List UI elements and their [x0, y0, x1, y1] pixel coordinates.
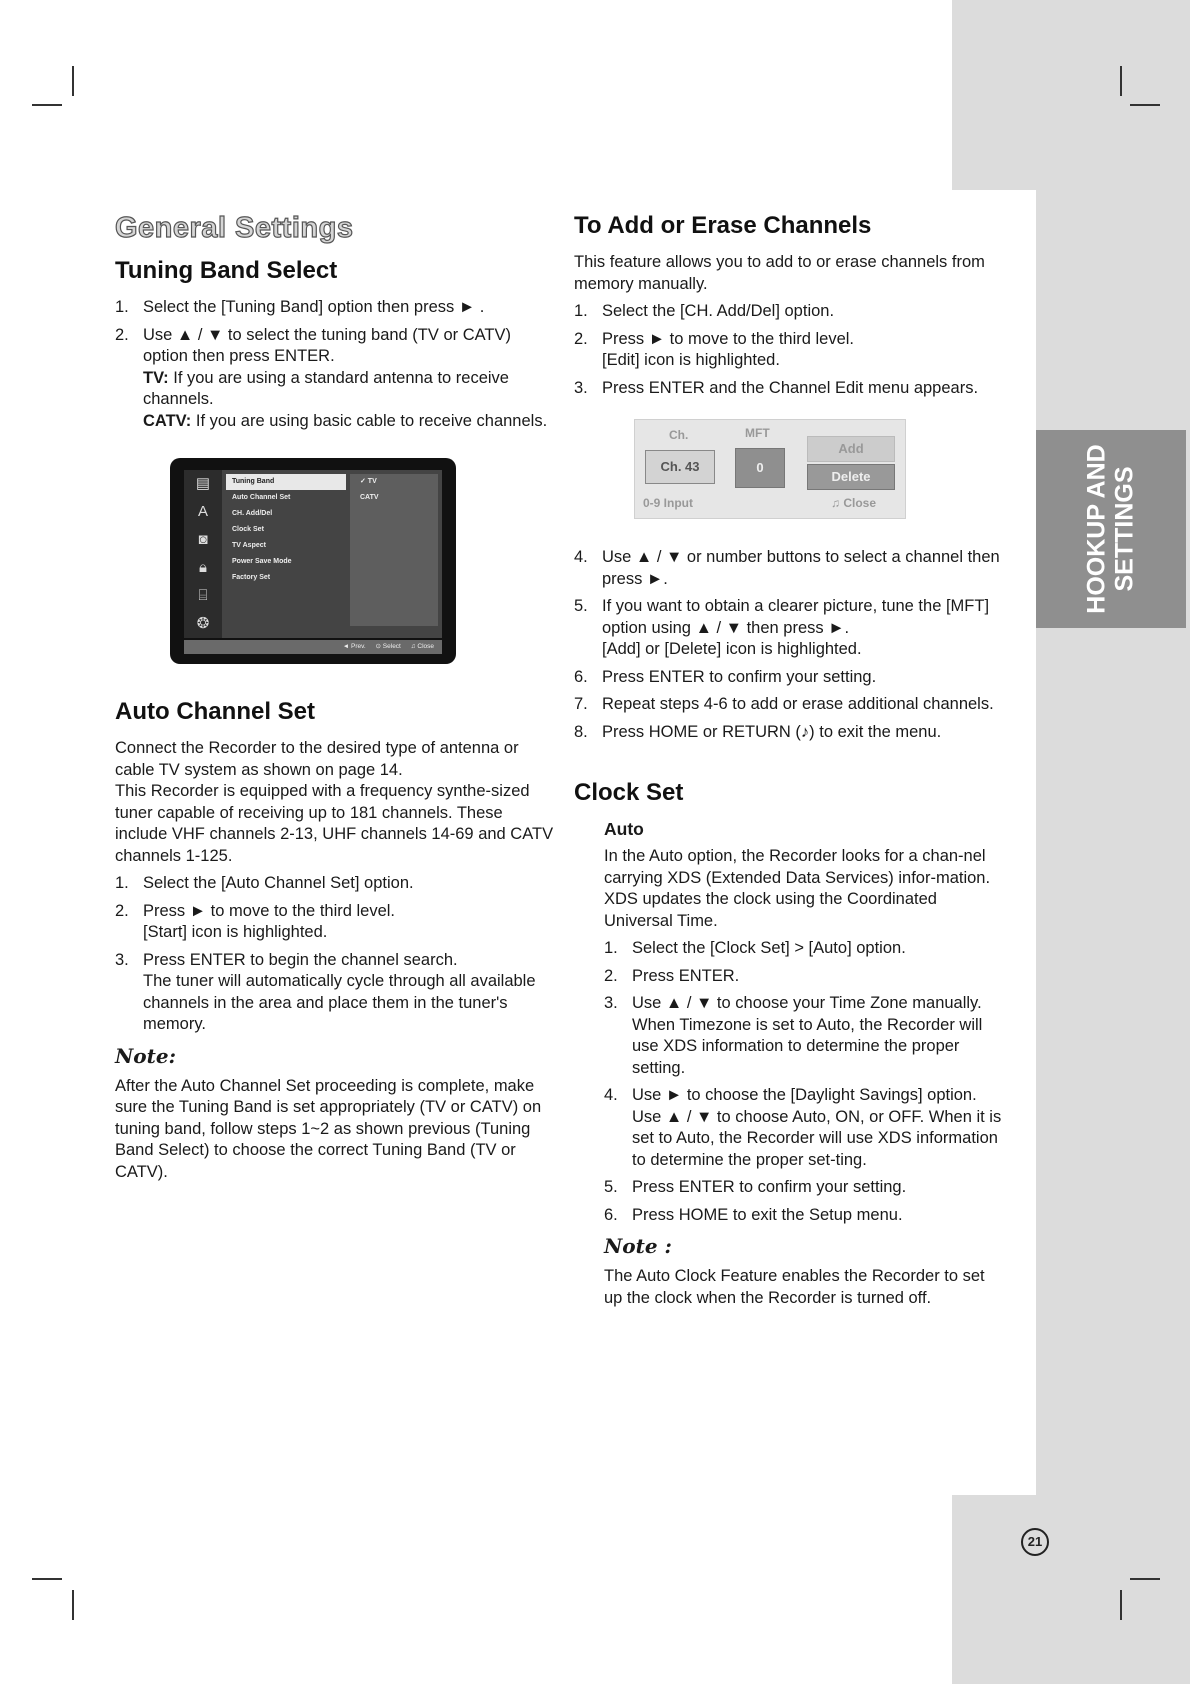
- footer-close: ♫ Close: [410, 643, 434, 650]
- step-text: Press ENTER and the Channel Edit menu appears.: [602, 378, 979, 397]
- crop-mark: [72, 1590, 74, 1620]
- note-label: Note:: [115, 1043, 176, 1068]
- note-label: Note :: [604, 1234, 672, 1258]
- list-item: 6. Press ENTER to confirm your setting.: [574, 667, 877, 686]
- list-item: 2. Use ▲ / ▼ to select the tuning band (TV or CATV) option then press ENTER. TV: If you are using a standard antenna to receive channels. CATV: If you are using basic cable to receive channels.: [115, 325, 555, 433]
- tv-text: If you are using a standard antenna to receive channels.: [143, 368, 509, 408]
- step-text: Press ► to move to the third level.: [602, 329, 855, 348]
- step-text: [Add] or [Delete] icon is highlighted.: [602, 640, 862, 658]
- list-item: 2. Press ► to move to the third level. [Start] icon is highlighted.: [115, 901, 555, 944]
- left-column: [115, 212, 555, 1189]
- menu-item-auto-channel: Auto Channel Set: [232, 494, 291, 501]
- section-tab: [1036, 430, 1186, 628]
- catv-label: CATV:: [143, 411, 192, 430]
- delete-button: Delete: [807, 464, 895, 490]
- language-icon: A: [197, 503, 208, 520]
- paragraph: In the Auto option, the Recorder looks for a chan-nel carrying XDS (Extended Data Services) infor-mation. XDS updates the clock using the Coordinated Universal Time.: [604, 847, 991, 930]
- add-erase-heading: To Add or Erase Channels: [574, 212, 872, 239]
- setup-menu-screenshot: [170, 458, 456, 664]
- section-tab-line1: HOOKUP AND: [1083, 444, 1111, 614]
- list-item: 3. Press ENTER and the Channel Edit menu appears.: [574, 378, 979, 397]
- step-text: Press HOME or RETURN (♪) to exit the menu.: [602, 722, 942, 741]
- list-item: 3. Press ENTER to begin the channel search. The tuner will automatically cycle through all available channels in the area and place them in the tuner's memory.: [115, 950, 555, 1036]
- menu-item-factory-set: Factory Set: [232, 574, 271, 581]
- add-erase-steps-b: [574, 547, 1004, 743]
- list-item: 1. Select the [Tuning Band] option then press ► .: [115, 298, 485, 316]
- step-text: Repeat steps 4-6 to add or erase additional channels.: [602, 695, 994, 713]
- clock-set-heading: Clock Set: [574, 779, 684, 806]
- crop-mark: [1130, 1578, 1160, 1580]
- list-item: 1. Select the [CH. Add/Del] option.: [574, 302, 835, 320]
- footer-select: ⊙ Select: [375, 643, 401, 650]
- section-tab-line2: SETTINGS: [1111, 466, 1139, 592]
- step-text: [Edit] icon is highlighted.: [602, 351, 780, 369]
- auto-subheading: Auto: [604, 819, 644, 839]
- auto-channel-steps: [115, 873, 555, 1036]
- menu-footer: [184, 640, 442, 654]
- paragraph: Connect the Recorder to the desired type of antenna or cable TV system as shown on page 14.: [115, 739, 519, 779]
- lock-icon: 🔒︎: [199, 559, 207, 576]
- mft-label: MFT: [745, 426, 770, 440]
- list-item: 8. Press HOME or RETURN (♪) to exit the menu.: [574, 722, 942, 741]
- footer-prev: ◄ Prev.: [342, 643, 366, 650]
- other-icon: ❂: [196, 615, 210, 632]
- channel-edit-menu-screenshot: [634, 419, 906, 519]
- note-text: After the Auto Channel Set proceeding is complete, make sure the Tuning Band is set appropriately (TV or CATV) on tuning band, follow steps 1~2 as shown previous (Tuning Band Select) to choose the correct Tuning Band (TV or CATV).: [115, 1076, 542, 1181]
- ch-label: Ch.: [669, 428, 689, 442]
- list-item: 5. If you want to obtain a clearer picture, tune the [MFT] option using ▲ / ▼ then press ►. [Add] or [Delete] icon is highlighted.: [574, 596, 1004, 661]
- crop-mark: [1130, 104, 1160, 106]
- list-item: 6. Press HOME to exit the Setup menu.: [604, 1205, 903, 1224]
- ch-value: Ch. 43: [645, 450, 715, 484]
- close-hint: ♫ Close: [831, 496, 877, 510]
- list-item: 3. Use ▲ / ▼ to choose your Time Zone manually. When Timezone is set to Auto, the Recorder will use XDS information to determine the proper setting.: [604, 994, 983, 1077]
- step-text: Select the [Clock Set] > [Auto] option.: [632, 939, 906, 957]
- step-text: Press ENTER to confirm your setting.: [602, 667, 877, 686]
- crop-mark: [32, 1578, 62, 1580]
- step-text: Use ▲ / ▼ to choose your Time Zone manually. When Timezone is set to Auto, the Recorder will use XDS information to determine the proper setting.: [632, 994, 983, 1077]
- menu-item-tv-aspect: TV Aspect: [232, 542, 266, 549]
- step-text: Press ► to move to the third level.: [143, 901, 396, 920]
- step-text: The tuner will automatically cycle through all available channels in the area and place them in the tuner's memory.: [143, 972, 536, 1033]
- step-text: Use ▲ / ▼ to choose Auto, ON, or OFF. When it is set to Auto, the Recorder will use XDS information to determine the proper set-ting.: [632, 1107, 1002, 1169]
- option-list: [350, 474, 438, 626]
- menu-item-tuning-band: Tuning Band: [226, 474, 346, 490]
- step-text: [Start] icon is highlighted.: [143, 923, 328, 941]
- add-button: Add: [807, 436, 895, 462]
- menu-item-power-save: Power Save Mode: [232, 558, 292, 565]
- list-item: 5. Press ENTER to confirm your setting.: [604, 1178, 907, 1196]
- step-text: Select the [Tuning Band] option then press ► .: [143, 298, 485, 316]
- step-text: Press ENTER.: [632, 966, 740, 985]
- catv-text: If you are using basic cable to receive channels.: [191, 411, 548, 430]
- menu-item-ch-add-del: CH. Add/Del: [232, 510, 273, 517]
- mft-value: 0: [735, 448, 785, 488]
- right-column: [574, 212, 1004, 1315]
- list-item: 4. Use ► to choose the [Daylight Savings] option. Use ▲ / ▼ to choose Auto, ON, or OFF. When it is set to Auto, the Recorder will use XDS information to determine the proper set-ting.: [604, 1085, 1004, 1171]
- clock-steps: [604, 938, 1004, 1226]
- option-catv: CATV: [360, 494, 379, 501]
- list-item: 1. Select the [Auto Channel Set] option.: [115, 874, 414, 892]
- crop-mark: [1120, 1590, 1122, 1620]
- list-item: 2. Press ENTER.: [604, 966, 740, 985]
- paragraph: This Recorder is equipped with a frequency synthe-sized tuner capable of receiving up to 181 channels. These include VHF channels 2-13, UHF channels 14-69 and CATV channels 1-125.: [115, 782, 554, 865]
- step-text: Use ▲ / ▼ or number buttons to select a channel then press ►.: [602, 548, 1000, 588]
- tuning-band-steps: [115, 297, 555, 432]
- menu-icon-column: [184, 470, 222, 638]
- add-erase-steps-a: [574, 301, 1004, 399]
- step-text: Select the [CH. Add/Del] option.: [602, 302, 835, 320]
- audio-icon: ◙: [198, 531, 208, 548]
- step-text: Use ► to choose the [Daylight Savings] option.: [632, 1086, 977, 1104]
- menu-list: [226, 474, 346, 586]
- menu-item-clock-set: Clock Set: [232, 526, 264, 533]
- list-item: 2. Press ► to move to the third level. [Edit] icon is highlighted.: [574, 329, 1004, 372]
- input-hint: 0-9 Input: [643, 496, 693, 510]
- tuning-band-heading: Tuning Band Select: [115, 257, 338, 284]
- paragraph: This feature allows you to add to or erase channels from memory manually.: [574, 253, 985, 293]
- list-item: 1. Select the [Clock Set] > [Auto] option.: [604, 939, 906, 957]
- crop-mark: [72, 66, 74, 96]
- recording-icon: ⌸: [198, 587, 208, 604]
- step-text: If you want to obtain a clearer picture, tune the [MFT] option using ▲ / ▼ then press ►.: [602, 597, 990, 637]
- list-item: 4. Use ▲ / ▼ or number buttons to select a channel then press ►.: [574, 548, 1000, 588]
- crop-mark: [32, 104, 62, 106]
- option-tv: ✓ TV: [360, 478, 377, 485]
- crop-mark: [1120, 66, 1122, 96]
- page-number: 21: [1021, 1528, 1049, 1556]
- auto-channel-heading: Auto Channel Set: [115, 698, 316, 725]
- page-title: General Settings: [115, 212, 354, 244]
- list-item: 7. Repeat steps 4-6 to add or erase additional channels.: [574, 695, 994, 713]
- step-text: Press ENTER to begin the channel search.: [143, 950, 458, 969]
- disc-icon: ▤: [195, 475, 211, 492]
- step-text: Press ENTER to confirm your setting.: [632, 1178, 907, 1196]
- note-text: The Auto Clock Feature enables the Recorder to set up the clock when the Recorder is turned off.: [604, 1267, 985, 1307]
- step-text: Press HOME to exit the Setup menu.: [632, 1205, 903, 1224]
- step-text: Select the [Auto Channel Set] option.: [143, 874, 414, 892]
- tv-label: TV:: [143, 368, 169, 387]
- step-text: Use ▲ / ▼ to select the tuning band (TV or CATV) option then press ENTER.: [143, 325, 512, 365]
